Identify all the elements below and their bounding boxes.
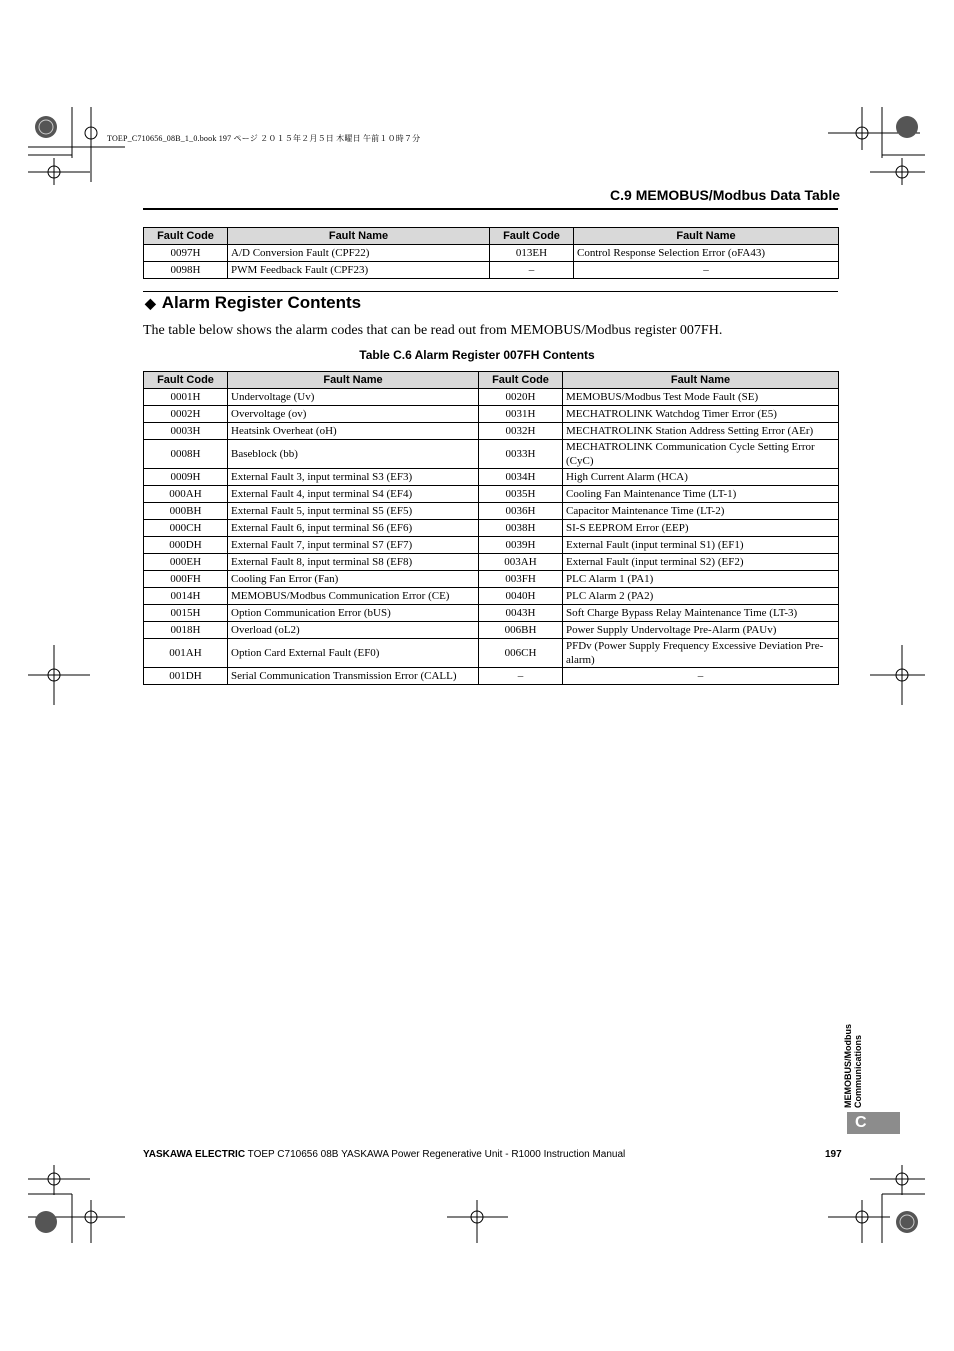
table-row: [144, 639, 839, 668]
table-row: [144, 389, 839, 406]
fault-name-cell: Capacitor Maintenance Time (LT-2): [563, 503, 839, 520]
fault-code-cell: 013EH: [490, 245, 574, 262]
fault-code-cell: 0009H: [144, 469, 228, 486]
print-info: TOEP_C710656_08B_1_0.book 197 ページ ２０１５年２月５日 木曜日 午前１０時７分: [107, 134, 421, 143]
fault-code-cell: 0018H: [144, 622, 228, 639]
fault-name-cell: High Current Alarm (HCA): [563, 469, 839, 486]
fault-name-cell: –: [563, 668, 839, 685]
table-caption: Table C.6 Alarm Register 007FH Contents: [359, 348, 595, 362]
fault-code-cell: 0015H: [144, 605, 228, 622]
side-tab-label: [843, 1024, 863, 1108]
fault-code-cell: 0040H: [479, 588, 563, 605]
fault-code-cell: 0031H: [479, 406, 563, 423]
subsection-title: [145, 293, 361, 313]
fault-name-cell: Heatsink Overheat (oH): [228, 423, 479, 440]
fault-name-cell: A/D Conversion Fault (CPF22): [228, 245, 490, 262]
fault-name-cell: External Fault 4, input terminal S4 (EF4): [228, 486, 479, 503]
fault-code-cell: 0032H: [479, 423, 563, 440]
fault-code-cell: 000AH: [144, 486, 228, 503]
fault-name-cell: Soft Charge Bypass Relay Maintenance Time (LT-3): [563, 605, 839, 622]
fault-name-cell: MECHATROLINK Communication Cycle Setting Error (CyC): [563, 440, 839, 469]
fault-name-cell: Baseblock (bb): [228, 440, 479, 469]
fault-name-cell: MEMOBUS/Modbus Test Mode Fault (SE): [563, 389, 839, 406]
table-row: [144, 571, 839, 588]
fault-code-cell: 000CH: [144, 520, 228, 537]
fault-code-cell: 001AH: [144, 639, 228, 668]
fault-code-cell: 006BH: [479, 622, 563, 639]
fault-code-cell: 0038H: [479, 520, 563, 537]
side-tab-label-line: MEMOBUS/Modbus: [843, 1024, 853, 1108]
table-row: [144, 406, 839, 423]
page-number: 197: [825, 1149, 842, 1160]
table-header-row: [144, 228, 839, 245]
fault-name-cell: Option Communication Error (bUS): [228, 605, 479, 622]
fault-name-cell: SI-S EEPROM Error (EEP): [563, 520, 839, 537]
table-row: [144, 622, 839, 639]
fault-name-cell: Serial Communication Transmission Error (CALL): [228, 668, 479, 685]
table-row: [144, 440, 839, 469]
fault-code-cell: 000BH: [144, 503, 228, 520]
fault-name-cell: PFDv (Power Supply Frequency Excessive Deviation Pre-alarm): [563, 639, 839, 668]
fault-code-cell: 0014H: [144, 588, 228, 605]
fault-code-cell: 006CH: [479, 639, 563, 668]
column-header: Fault Code: [144, 372, 228, 389]
side-tab-label-line: Communications: [853, 1034, 863, 1108]
column-header: Fault Name: [574, 228, 839, 245]
column-header: Fault Code: [490, 228, 574, 245]
table-row: [144, 262, 839, 279]
chapter-tab: C: [847, 1112, 900, 1134]
diamond-bullet-icon: ◆: [145, 295, 156, 311]
fault-name-cell: External Fault 5, input terminal S5 (EF5): [228, 503, 479, 520]
fault-name-cell: MECHATROLINK Watchdog Timer Error (E5): [563, 406, 839, 423]
fault-code-cell: 0033H: [479, 440, 563, 469]
footer: [143, 1149, 625, 1160]
fault-name-cell: PWM Feedback Fault (CPF23): [228, 262, 490, 279]
table-row: [144, 503, 839, 520]
fault-code-cell: 003AH: [479, 554, 563, 571]
fault-name-cell: MEMOBUS/Modbus Communication Error (CE): [228, 588, 479, 605]
fault-name-cell: Cooling Fan Maintenance Time (LT-1): [563, 486, 839, 503]
fault-code-cell: 0003H: [144, 423, 228, 440]
column-header: Fault Code: [144, 228, 228, 245]
fault-name-cell: External Fault (input terminal S1) (EF1): [563, 537, 839, 554]
table-row: [144, 520, 839, 537]
fault-name-cell: Option Card External Fault (EF0): [228, 639, 479, 668]
table-row: [144, 588, 839, 605]
subsection-title-text: Alarm Register Contents: [161, 293, 362, 312]
fault-name-cell: Power Supply Undervoltage Pre-Alarm (PAUv): [563, 622, 839, 639]
fault-name-cell: PLC Alarm 2 (PA2): [563, 588, 839, 605]
fault-code-cell: –: [479, 668, 563, 685]
fault-code-cell: 001DH: [144, 668, 228, 685]
fault-code-cell: 0098H: [144, 262, 228, 279]
table-row: [144, 554, 839, 571]
table-row: [144, 668, 839, 685]
fault-code-cell: 003FH: [479, 571, 563, 588]
fault-code-cell: 000FH: [144, 571, 228, 588]
fault-code-table: [143, 227, 839, 279]
table-header-row: [144, 372, 839, 389]
fault-code-cell: –: [490, 262, 574, 279]
fault-name-cell: Control Response Selection Error (oFA43): [574, 245, 839, 262]
table-row: [144, 423, 839, 440]
fault-name-cell: –: [574, 262, 839, 279]
footer-brand: YASKAWA ELECTRIC: [143, 1149, 246, 1160]
fault-code-cell: 0035H: [479, 486, 563, 503]
column-header: Fault Name: [563, 372, 839, 389]
fault-code-cell: 0001H: [144, 389, 228, 406]
column-header: Fault Name: [228, 372, 479, 389]
fault-code-cell: 0020H: [479, 389, 563, 406]
fault-name-cell: External Fault 6, input terminal S6 (EF6): [228, 520, 479, 537]
footer-text: TOEP C710656 08B YASKAWA Power Regenerative Unit - R1000 Instruction Manual: [245, 1149, 626, 1160]
fault-code-cell: 0097H: [144, 245, 228, 262]
table-row: [144, 486, 839, 503]
fault-name-cell: Overvoltage (ov): [228, 406, 479, 423]
fault-code-cell: 0036H: [479, 503, 563, 520]
fault-code-cell: 0002H: [144, 406, 228, 423]
fault-name-cell: External Fault 8, input terminal S8 (EF8): [228, 554, 479, 571]
column-header: Fault Name: [228, 228, 490, 245]
fault-name-cell: MECHATROLINK Station Address Setting Error (AEr): [563, 423, 839, 440]
fault-name-cell: Cooling Fan Error (Fan): [228, 571, 479, 588]
section-header: C.9 MEMOBUS/Modbus Data Table: [610, 187, 840, 203]
fault-code-cell: 000EH: [144, 554, 228, 571]
table-row: [144, 469, 839, 486]
fault-name-cell: External Fault 7, input terminal S7 (EF7): [228, 537, 479, 554]
fault-code-cell: 0043H: [479, 605, 563, 622]
fault-name-cell: External Fault 3, input terminal S3 (EF3): [228, 469, 479, 486]
fault-name-cell: Undervoltage (Uv): [228, 389, 479, 406]
intro-paragraph: The table below shows the alarm codes that can be read out from MEMOBUS/Modbus register 007FH.: [143, 323, 723, 338]
fault-code-cell: 000DH: [144, 537, 228, 554]
fault-name-cell: PLC Alarm 1 (PA1): [563, 571, 839, 588]
fault-code-cell: 0039H: [479, 537, 563, 554]
table-row: [144, 605, 839, 622]
table-row: [144, 245, 839, 262]
fault-name-cell: Overload (oL2): [228, 622, 479, 639]
fault-code-cell: 0008H: [144, 440, 228, 469]
subsection-rule: [143, 291, 838, 292]
header-rule: [143, 208, 838, 210]
column-header: Fault Code: [479, 372, 563, 389]
fault-code-cell: 0034H: [479, 469, 563, 486]
fault-name-cell: External Fault (input terminal S2) (EF2): [563, 554, 839, 571]
alarm-register-table: [143, 371, 839, 685]
table-row: [144, 537, 839, 554]
